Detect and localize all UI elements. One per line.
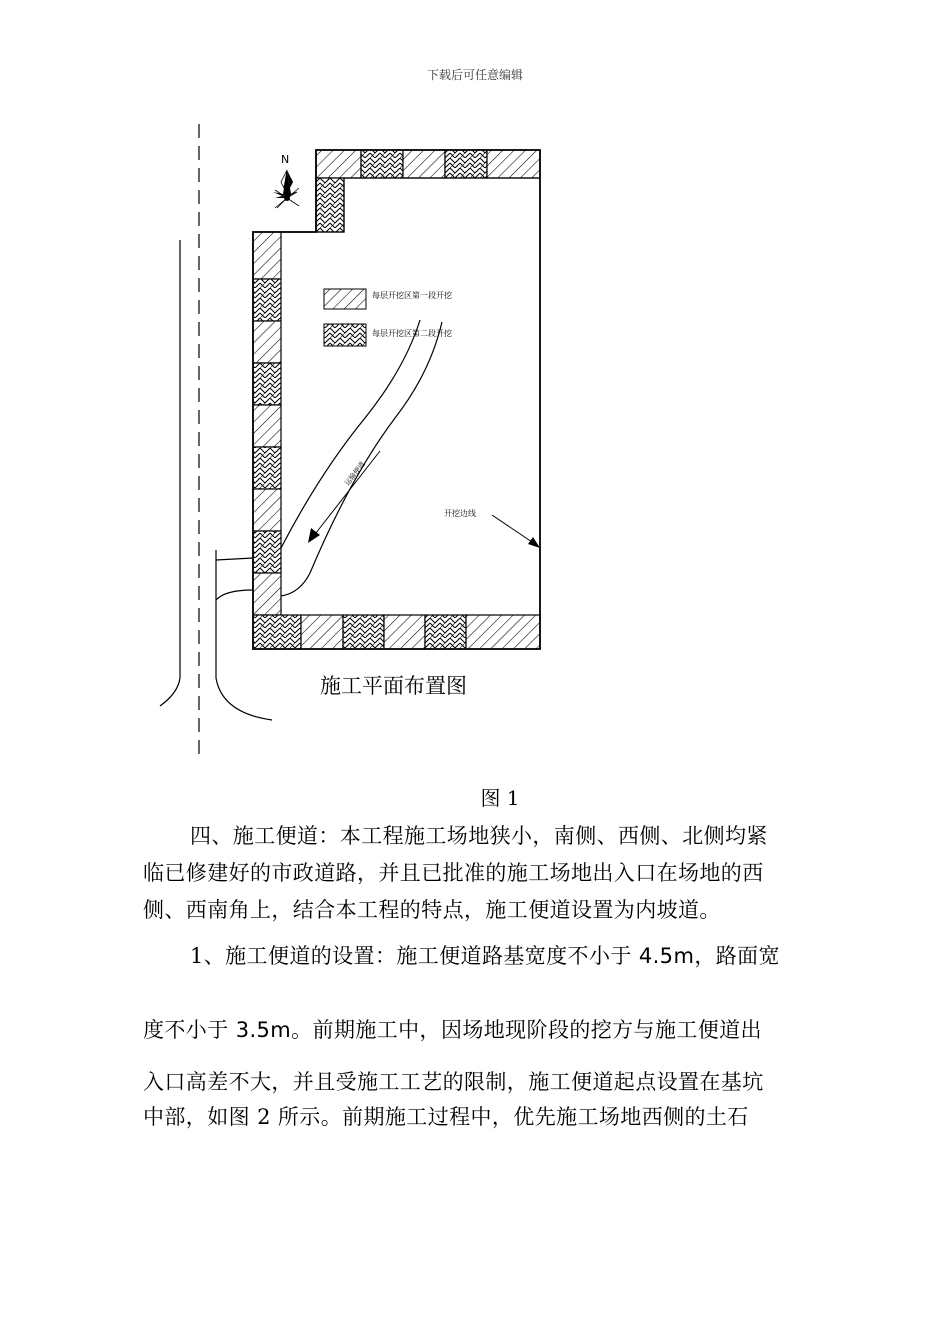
road-line-left (160, 240, 180, 706)
legend-label-1: 每层开挖区第一段开挖 (372, 291, 452, 300)
road-label: 运输便道 (343, 460, 367, 488)
p2-line2-number: 3.5m (235, 1018, 292, 1042)
legend-swatch-2 (324, 324, 366, 346)
p2-line1-text-b: ，路面宽 (694, 944, 780, 968)
p2-line2-text-b: 。前期施工中，因场地现阶段的挖方与施工便道出 (291, 1018, 762, 1042)
paragraph-2-line-3: 入口高差不大，并且受施工工艺的限制，施工便道起点设置在基坑 (143, 1070, 764, 1094)
paragraph-1-line-2: 临已修建好的市政道路，并且已批准的施工场地出入口在场地的西 (143, 861, 764, 885)
p2-line1-text-a: 1、施工便道的设置：施工便道路基宽度不小于 (190, 944, 639, 968)
p2-line2-text-a: 度不小于 (143, 1018, 236, 1042)
ramp-road-right (281, 322, 442, 596)
entrance-road-lower (216, 590, 253, 600)
page-header: 下载后可任意编辑 (426, 68, 523, 82)
paragraph-2-line-2 (143, 1014, 813, 1044)
figure-title: 施工平面布置图 (320, 674, 467, 698)
entrance-road-upper (216, 558, 253, 560)
north-label: N (281, 153, 290, 166)
excavation-outline (253, 150, 540, 649)
north-hatch-blocks (316, 150, 540, 232)
legend-label-2: 每层开挖区第二段开挖 (372, 329, 452, 338)
edge-label: 开挖边线 (444, 509, 476, 518)
south-hatch-blocks (253, 615, 540, 649)
edge-leader-arrow (528, 537, 540, 548)
ramp-road-left (281, 320, 420, 548)
edge-leader-line (492, 515, 535, 544)
site-plan-figure (150, 118, 560, 763)
west-hatch-blocks (253, 232, 281, 615)
ramp-arrow-shaft (312, 451, 380, 538)
legend-swatch-1 (324, 289, 366, 309)
p2-line1-number: 4.5m (638, 944, 695, 968)
paragraph-2-line-4: 中部，如图 2 所示。前期施工过程中，优先施工场地西侧的土石 (143, 1105, 749, 1129)
north-arrow-icon (273, 170, 299, 208)
paragraph-1-line-3: 侧、西南角上，结合本工程的特点，施工便道设置为内坡道。 (143, 898, 721, 922)
paragraph-1-line-1: 四、施工便道：本工程施工场地狭小，南侧、西侧、北侧均紧 (190, 824, 768, 848)
paragraph-2-line-1 (190, 940, 860, 970)
figure-caption: 图 1 (480, 786, 520, 810)
